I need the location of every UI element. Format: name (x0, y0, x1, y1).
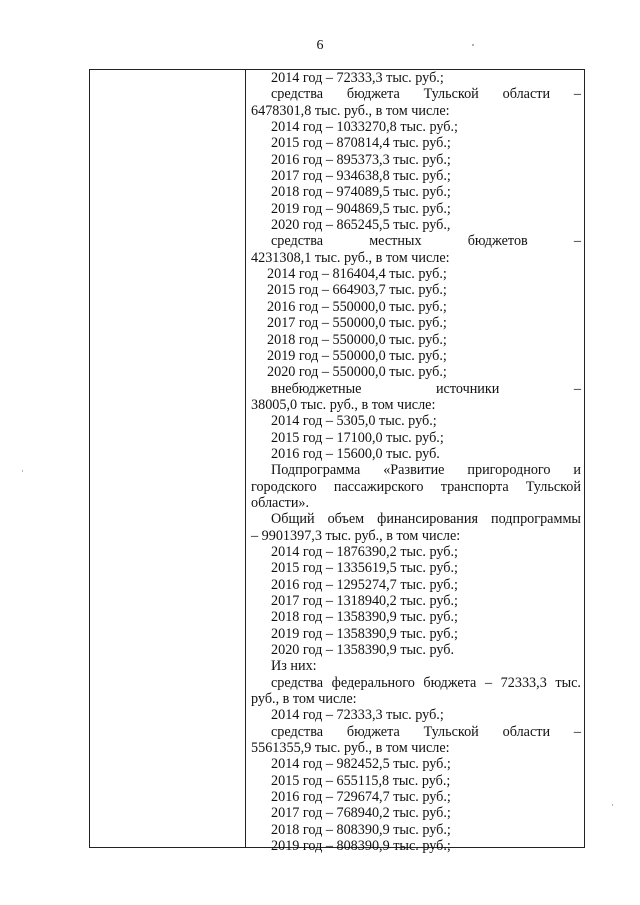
word: средства (271, 674, 324, 691)
text-line (251, 86, 581, 102)
word: области (502, 723, 551, 740)
word: федерального (331, 674, 415, 691)
word: Тульской (525, 478, 581, 495)
word: пассажирского (333, 478, 424, 495)
text-line: 2019 год – 1358390,9 тыс. руб.; (271, 625, 458, 642)
text-line: 2015 год – 17100,0 тыс. руб.; (271, 429, 444, 446)
word: финансирования (377, 511, 478, 528)
text-line: – 9901397,3 тыс. руб., в том числе: (251, 527, 461, 544)
word: «Развитие (383, 462, 445, 479)
word: бюджетов (467, 233, 528, 250)
text-line: 2015 год – 1335619,5 тыс. руб.; (271, 560, 458, 577)
word: – (573, 86, 581, 103)
text-line: Из них: (271, 658, 317, 675)
word: и (573, 462, 581, 479)
word: Тульской (423, 723, 479, 740)
text-line: 2017 год – 550000,0 тыс. руб.; (267, 315, 447, 332)
text-line: 2015 год – 664903,7 тыс. руб.; (267, 282, 447, 299)
text-line: 2014 год – 5305,0 тыс. руб.; (271, 413, 437, 430)
word: источники (435, 380, 500, 397)
text-line: 2016 год – 1295274,7 тыс. руб.; (271, 576, 458, 593)
text-line: 2018 год – 808390,9 тыс. руб.; (271, 821, 451, 838)
funding-text-column (251, 70, 581, 855)
text-line (251, 479, 581, 495)
scan-speck (612, 804, 613, 806)
text-line: 2014 год – 72333,3 тыс. руб.; (271, 707, 444, 724)
word: местных (369, 233, 422, 250)
text-line: 2017 год – 768940,2 тыс. руб.; (271, 805, 451, 822)
text-line: 2020 год – 1358390,9 тыс. руб. (271, 642, 455, 659)
text-line: 2015 год – 655115,8 тыс. руб.; (271, 772, 451, 789)
text-line: 2014 год – 816404,4 тыс. руб.; (267, 266, 447, 283)
text-line: 6478301,8 тыс. руб., в том числе: (251, 102, 450, 119)
word: городского (251, 478, 317, 495)
text-line: 2014 год – 1033270,8 тыс. руб.; (271, 119, 458, 136)
word: – (484, 674, 493, 691)
text-line: 2016 год – 895373,3 тыс. руб.; (271, 151, 451, 168)
word: области (502, 86, 551, 103)
text-line: 2014 год – 1876390,2 тыс. руб.; (271, 543, 458, 560)
text-line (251, 381, 581, 397)
text-line (251, 462, 581, 478)
text-line: 2017 год – 1318940,2 тыс. руб.; (271, 593, 458, 609)
text-line: руб., в том числе: (251, 691, 357, 708)
text-line (251, 675, 581, 691)
text-line: 2018 год – 1358390,9 тыс. руб.; (271, 609, 458, 626)
text-line: 5561355,9 тыс. руб., в том числе: (251, 740, 450, 757)
word: бюджета (423, 674, 477, 691)
text-line: 2016 год – 729674,7 тыс. руб.; (271, 789, 451, 806)
word: средства (271, 86, 324, 103)
text-line: 38005,0 тыс. руб., в том числе: (251, 396, 436, 413)
word: средства (271, 233, 324, 250)
text-line: 2014 год – 72333,3 тыс. руб.; (271, 70, 444, 86)
text-line: 2019 год – 808390,9 тыс. руб.; (271, 838, 451, 855)
text-line: 2017 год – 934638,8 тыс. руб.; (271, 168, 451, 185)
word: бюджета (346, 723, 400, 740)
word: пригородного (467, 462, 551, 479)
text-line: области». (251, 494, 310, 511)
text-line: 2014 год – 982452,5 тыс. руб.; (271, 756, 451, 773)
word: Общий (271, 511, 315, 528)
word: подпрограммы (490, 511, 581, 528)
text-line: 2018 год – 550000,0 тыс. руб.; (267, 331, 447, 348)
word: средства (271, 723, 324, 740)
text-line (251, 511, 581, 527)
word: тыс. (555, 674, 581, 691)
text-line: 4231308,1 тыс. руб., в том числе: (251, 249, 450, 266)
page-number: 6 (316, 38, 324, 53)
text-line: 2019 год – 550000,0 тыс. руб.; (267, 347, 447, 364)
word: 72333,3 (500, 674, 547, 691)
scan-speck (472, 44, 474, 46)
text-line: 2016 год – 15600,0 тыс. руб. (271, 445, 440, 462)
text-line (251, 233, 581, 249)
text-line: 2020 год – 550000,0 тыс. руб.; (267, 364, 447, 381)
word: – (573, 723, 581, 740)
word: внебюджетные (271, 380, 362, 397)
document-table (89, 69, 585, 855)
word: объем (327, 511, 365, 528)
text-line: 2020 год – 865245,5 тыс. руб., (271, 217, 451, 234)
text-line (251, 724, 581, 740)
word: Тульской (423, 86, 479, 103)
word: бюджета (346, 86, 400, 103)
word: – (573, 380, 581, 397)
text-line: 2016 год – 550000,0 тыс. руб.; (267, 298, 447, 315)
text-line: 2015 год – 870814,4 тыс. руб.; (271, 135, 451, 152)
word: транспорта (440, 478, 509, 495)
scan-speck (22, 470, 23, 472)
word: – (573, 233, 581, 250)
word: Подпрограмма (271, 462, 361, 479)
text-line: 2019 год – 904869,5 тыс. руб.; (271, 200, 451, 217)
text-line: 2018 год – 974089,5 тыс. руб.; (271, 184, 451, 201)
column-divider (245, 70, 246, 847)
